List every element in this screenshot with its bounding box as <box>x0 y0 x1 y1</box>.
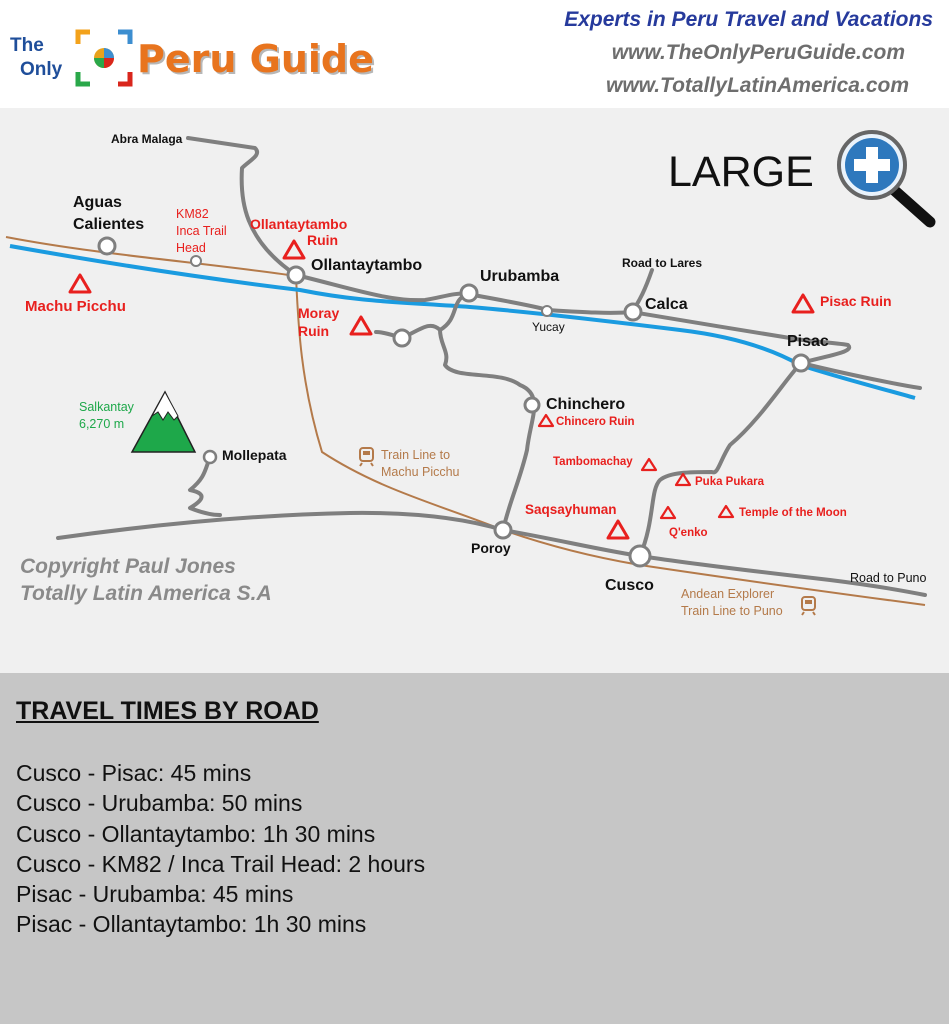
ruin-icon-saqsayhuman <box>608 521 628 538</box>
town-label-km82-2: Inca Trail <box>176 224 227 238</box>
ruin-label-machu-picchu: Machu Picchu <box>25 298 126 315</box>
ruin-label-pisac: Pisac Ruin <box>820 293 892 309</box>
town-label-calca: Calca <box>645 296 688 313</box>
town-marker-aguas-calientes <box>99 238 115 254</box>
ruin-icon-machu-picchu <box>70 275 90 292</box>
sacred-valley-map <box>0 108 949 673</box>
town-marker-pisac <box>793 355 809 371</box>
town-label-pisac: Pisac <box>787 333 829 350</box>
train-label-puno-1: Andean Explorer <box>681 587 775 601</box>
ruin-icon-ollantaytambo <box>284 241 304 258</box>
town-label-chinchero: Chinchero <box>546 396 626 413</box>
website-url-totally-latin-america[interactable]: www.TotallyLatinAmerica.com <box>605 74 909 97</box>
logo-text-the: The <box>10 35 44 56</box>
town-label-aguas-calientes-2: Calientes <box>73 216 145 233</box>
town-marker-chinchero <box>525 398 539 412</box>
town-marker-km82 <box>191 256 201 266</box>
travel-time-item: Cusco - Ollantaytambo: 1h 30 mins <box>16 820 376 847</box>
zoom-in-magnifier-icon[interactable] <box>839 132 930 222</box>
travel-time-item: Pisac - Urubamba: 45 mins <box>16 881 294 908</box>
town-marker-urubamba <box>461 285 477 301</box>
town-marker-cusco <box>630 546 650 566</box>
ruin-icon-qenko <box>661 507 675 518</box>
mountain-icon-salkantay <box>132 392 195 452</box>
ruin-icon-puka-pukara <box>676 474 690 485</box>
town-label-road-to-puno: Road to Puno <box>850 571 927 585</box>
copyright-line-2: Totally Latin America S.A <box>20 582 272 605</box>
website-url-the-only-peru-guide[interactable]: www.TheOnlyPeruGuide.com <box>611 41 905 64</box>
train-icon-puno <box>802 597 815 615</box>
ruin-label-ollantaytambo-1: Ollantaytambo <box>250 216 348 232</box>
logo-text-only: Only <box>20 59 63 80</box>
town-label-km82-3: Head <box>176 241 206 255</box>
travel-time-item: Cusco - Urubamba: 50 mins <box>16 790 303 817</box>
ruin-icon-pisac <box>793 295 813 312</box>
town-marker-mollepata <box>204 451 216 463</box>
logo-text-peru-guide: Peru Guide <box>137 37 374 81</box>
town-marker-yucay <box>542 306 552 316</box>
town-marker-moray <box>394 330 410 346</box>
ruin-label-saqsayhuman: Saqsayhuman <box>525 502 617 517</box>
ruin-label-qenko: Q'enko <box>669 527 708 539</box>
town-label-cusco: Cusco <box>605 577 654 594</box>
mountain-label-salkantay: Salkantay <box>79 400 134 414</box>
travel-time-item: Pisac - Ollantaytambo: 1h 30 mins <box>16 911 367 938</box>
town-label-mollepata: Mollepata <box>222 447 287 463</box>
ruin-label-tambomachay: Tambomachay <box>553 456 633 468</box>
ruin-icon-chincero <box>539 415 553 426</box>
ruin-label-puka-pukara: Puka Pukara <box>695 476 765 488</box>
train-label-machu-picchu-2: Machu Picchu <box>381 465 460 479</box>
town-label-poroy: Poroy <box>471 540 511 556</box>
train-label-puno-2: Train Line to Puno <box>681 604 783 618</box>
town-marker-calca <box>625 304 641 320</box>
ruin-icon-moray <box>351 317 371 334</box>
ruin-label-moray-2: Ruin <box>298 323 330 339</box>
mountain-label-height: 6,270 m <box>79 417 125 431</box>
town-marker-ollantaytambo <box>288 267 304 283</box>
town-label-abra-malaga: Abra Malaga <box>111 132 183 146</box>
map-canvas <box>0 108 949 673</box>
town-label-urubamba: Urubamba <box>480 268 560 285</box>
town-label-aguas-calientes-1: Aguas <box>73 194 122 211</box>
copyright-line-1: Copyright Paul Jones <box>20 555 236 578</box>
town-label-road-to-lares: Road to Lares <box>622 256 703 270</box>
travel-times-panel <box>0 673 949 1024</box>
ruin-label-chincero: Chincero Ruin <box>556 416 635 428</box>
travel-time-item: Cusco - Pisac: 45 mins <box>16 760 252 786</box>
town-label-km82-1: KM82 <box>176 207 209 221</box>
train-label-machu-picchu-1: Train Line to <box>381 448 451 462</box>
header-tagline: Experts in Peru Travel and Vacations <box>564 8 933 31</box>
travel-time-item: Cusco - KM82 / Inca Trail Head: 2 hours <box>16 850 426 877</box>
town-marker-poroy <box>495 522 511 538</box>
header <box>0 0 949 108</box>
ruin-icon-tambomachay <box>642 459 656 470</box>
zoom-label[interactable]: LARGE <box>668 148 814 196</box>
ruin-label-ollantaytambo-2: Ruin <box>307 232 339 248</box>
ruin-label-moray-1: Moray <box>298 305 340 321</box>
train-icon-machu-picchu <box>360 448 373 466</box>
travel-times-list <box>16 758 425 940</box>
peru-guide-logo-icon <box>74 28 134 88</box>
town-label-yucay: Yucay <box>532 320 565 334</box>
ruin-label-temple-of-the-moon: Temple of the Moon <box>739 507 847 519</box>
ruin-icon-temple-of-the-moon <box>719 506 733 517</box>
travel-times-title: TRAVEL TIMES BY ROAD <box>16 697 319 725</box>
town-label-ollantaytambo: Ollantaytambo <box>311 257 423 274</box>
